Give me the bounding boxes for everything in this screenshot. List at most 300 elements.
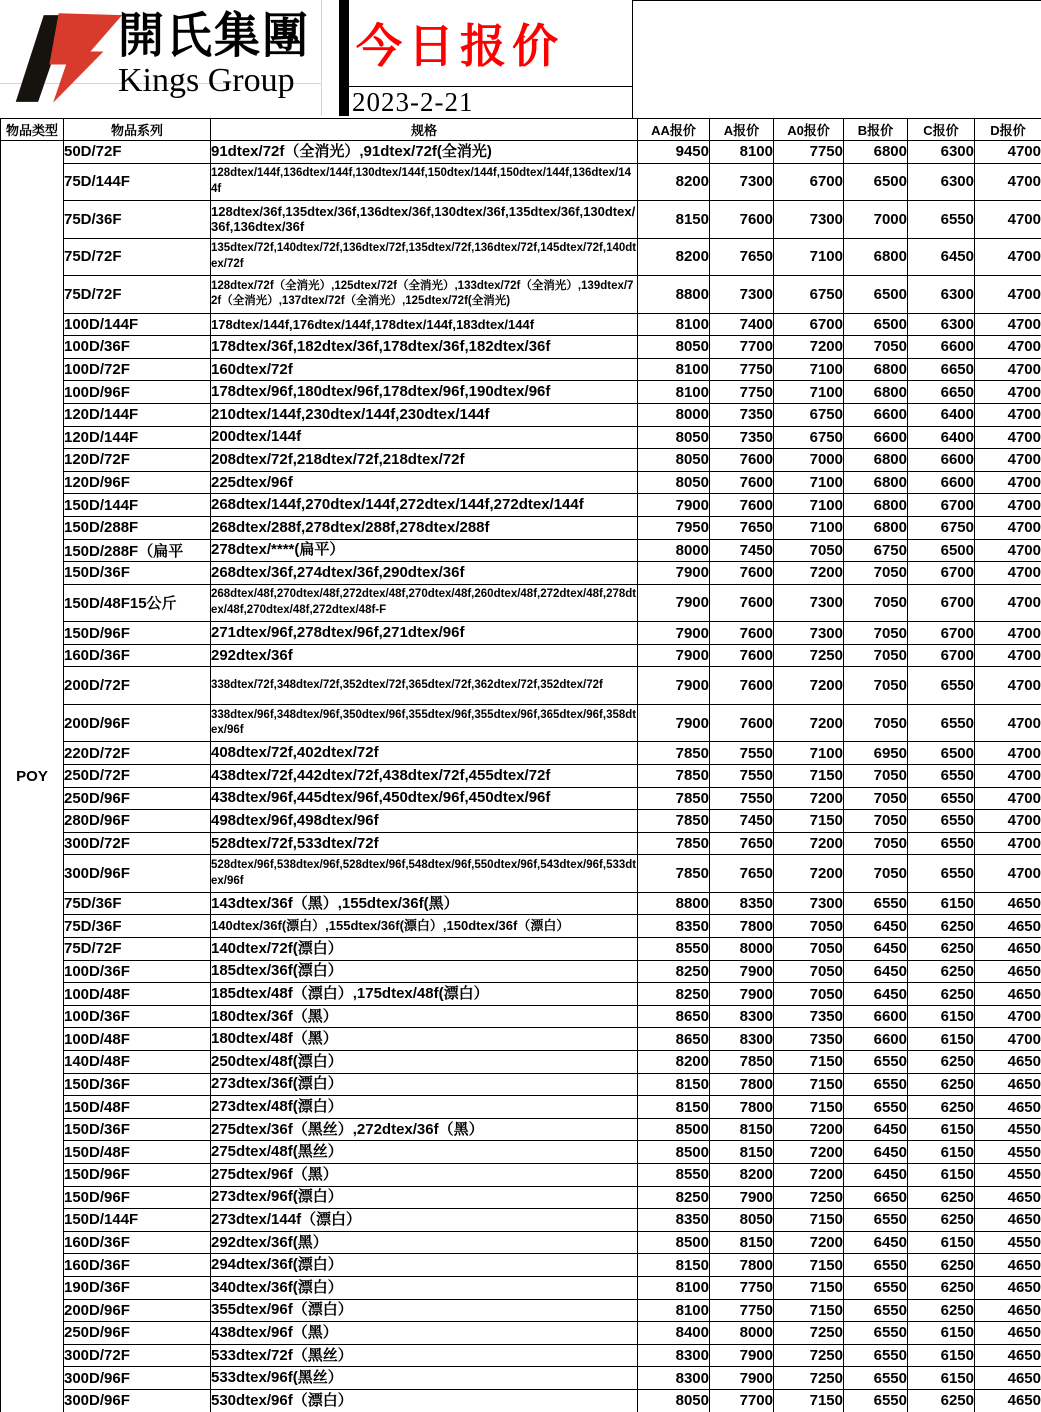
- aa-quote-cell: 7850: [638, 742, 710, 765]
- table-row: [1, 562, 1041, 585]
- spec-cell: 438dtex/96f（黑）: [211, 1322, 638, 1345]
- aa-quote-cell: 8250: [638, 960, 710, 983]
- d-quote-cell: 4700: [975, 562, 1041, 585]
- d-quote-cell: 4700: [975, 336, 1041, 359]
- b-quote-cell: 6550: [844, 1299, 908, 1322]
- a0-quote-cell: 6700: [774, 163, 844, 201]
- spec-cell: 338dtex/72f,348dtex/72f,352dtex/72f,365dtex/72f,362dtex/72f,352dtex/72f: [211, 667, 638, 705]
- c-quote-cell: 6450: [908, 238, 975, 276]
- a0-quote-cell: 7200: [774, 667, 844, 705]
- a-quote-cell: 7650: [710, 832, 774, 855]
- aa-quote-cell: 7850: [638, 855, 710, 893]
- a0-quote-cell: 7100: [774, 516, 844, 539]
- a-quote-cell: 8300: [710, 1028, 774, 1051]
- series-cell: 75D/72F: [64, 938, 211, 961]
- logo-text: [118, 6, 338, 98]
- d-quote-cell: 4700: [975, 471, 1041, 494]
- series-cell: 120D/72F: [64, 449, 211, 472]
- aa-quote-cell: 7900: [638, 667, 710, 705]
- spec-cell: 530dtex/96f（漂白）: [211, 1389, 638, 1412]
- b-quote-cell: 7050: [844, 584, 908, 622]
- spec-cell: 498dtex/96f,498dtex/96f: [211, 810, 638, 833]
- table-row: [1, 1254, 1041, 1277]
- spec-cell: 250dtex/48f(漂白）: [211, 1051, 638, 1074]
- spec-cell: 185dtex/36f(漂白）: [211, 960, 638, 983]
- a0-quote-cell: 7000: [774, 449, 844, 472]
- header-band: [0, 0, 1041, 118]
- a0-quote-cell: 7150: [774, 810, 844, 833]
- d-quote-cell: 4700: [975, 667, 1041, 705]
- table-row: [1, 1367, 1041, 1390]
- c-quote-cell: 6700: [908, 622, 975, 645]
- col-header-aa-quote: AA报价: [638, 119, 710, 141]
- d-quote-cell: 4700: [975, 449, 1041, 472]
- d-quote-cell: 4700: [975, 1005, 1041, 1028]
- a-quote-cell: 7600: [710, 667, 774, 705]
- table-row: [1, 915, 1041, 938]
- quote-table-body: [1, 141, 1041, 1412]
- d-quote-cell: 4700: [975, 276, 1041, 314]
- spec-cell: 180dtex/36f（黑）: [211, 1005, 638, 1028]
- aa-quote-cell: 8150: [638, 1254, 710, 1277]
- table-row: [1, 1051, 1041, 1074]
- a-quote-cell: 7700: [710, 1389, 774, 1412]
- d-quote-cell: 4700: [975, 539, 1041, 562]
- a-quote-cell: 7300: [710, 276, 774, 314]
- table-row: [1, 855, 1041, 893]
- col-header-c-quote: C报价: [908, 119, 975, 141]
- b-quote-cell: 6550: [844, 1073, 908, 1096]
- aa-quote-cell: 8100: [638, 358, 710, 381]
- a-quote-cell: 7600: [710, 449, 774, 472]
- aa-quote-cell: 8500: [638, 1141, 710, 1164]
- a0-quote-cell: 7150: [774, 1051, 844, 1074]
- spec-cell: 140dtex/72f(漂白）: [211, 938, 638, 961]
- aa-quote-cell: 7900: [638, 704, 710, 742]
- a-quote-cell: 7600: [710, 622, 774, 645]
- spec-cell: 128dtex/144f,136dtex/144f,130dtex/144f,150dtex/144f,150dtex/144f,136dtex/144f: [211, 163, 638, 201]
- col-header-a0-quote: A0报价: [774, 119, 844, 141]
- series-cell: 150D/144F: [64, 1209, 211, 1232]
- a0-quote-cell: 7100: [774, 494, 844, 517]
- a0-quote-cell: 7050: [774, 938, 844, 961]
- b-quote-cell: 7050: [844, 622, 908, 645]
- spec-cell: 180dtex/48f（黑）: [211, 1028, 638, 1051]
- series-cell: 120D/96F: [64, 471, 211, 494]
- b-quote-cell: 7050: [844, 832, 908, 855]
- d-quote-cell: 4700: [975, 787, 1041, 810]
- d-quote-cell: 4650: [975, 1367, 1041, 1390]
- series-cell: 100D/48F: [64, 1028, 211, 1051]
- d-quote-cell: 4700: [975, 238, 1041, 276]
- c-quote-cell: 6650: [908, 358, 975, 381]
- d-quote-cell: 4700: [975, 358, 1041, 381]
- aa-quote-cell: 8200: [638, 163, 710, 201]
- a-quote-cell: 7700: [710, 336, 774, 359]
- d-quote-cell: 4650: [975, 1299, 1041, 1322]
- spec-cell: 208dtex/72f,218dtex/72f,218dtex/72f: [211, 449, 638, 472]
- a-quote-cell: 7850: [710, 1051, 774, 1074]
- b-quote-cell: 6800: [844, 449, 908, 472]
- aa-quote-cell: 8550: [638, 938, 710, 961]
- spec-cell: 528dtex/72f,533dtex/72f: [211, 832, 638, 855]
- series-cell: 160D/36F: [64, 644, 211, 667]
- b-quote-cell: 6550: [844, 1344, 908, 1367]
- a-quote-cell: 8150: [710, 1141, 774, 1164]
- logo: [0, 0, 339, 116]
- a0-quote-cell: 7250: [774, 1344, 844, 1367]
- series-cell: 150D/48F: [64, 1096, 211, 1119]
- title-block: [349, 0, 633, 118]
- b-quote-cell: 7050: [844, 704, 908, 742]
- d-quote-cell: 4650: [975, 960, 1041, 983]
- aa-quote-cell: 7950: [638, 516, 710, 539]
- a-quote-cell: 8150: [710, 1231, 774, 1254]
- spec-cell: 438dtex/96f,445dtex/96f,450dtex/96f,450dtex/96f: [211, 787, 638, 810]
- table-row: [1, 471, 1041, 494]
- spec-cell: 528dtex/96f,538dtex/96f,528dtex/96f,548dtex/96f,550dtex/96f,543dtex/96f,533dtex/96f: [211, 855, 638, 893]
- d-quote-cell: 4700: [975, 855, 1041, 893]
- b-quote-cell: 6550: [844, 1051, 908, 1074]
- d-quote-cell: 4550: [975, 1164, 1041, 1187]
- series-cell: 100D/36F: [64, 960, 211, 983]
- a0-quote-cell: 7200: [774, 832, 844, 855]
- a0-quote-cell: 7300: [774, 584, 844, 622]
- b-quote-cell: 6450: [844, 1118, 908, 1141]
- spec-cell: 178dtex/144f,176dtex/144f,178dtex/144f,183dtex/144f: [211, 313, 638, 336]
- aa-quote-cell: 8350: [638, 1209, 710, 1232]
- b-quote-cell: 6550: [844, 1389, 908, 1412]
- b-quote-cell: 6600: [844, 1028, 908, 1051]
- series-cell: 140D/48F: [64, 1051, 211, 1074]
- table-row: [1, 426, 1041, 449]
- kings-group-logo-icon: [12, 8, 124, 108]
- a-quote-cell: 7350: [710, 426, 774, 449]
- c-quote-cell: 6250: [908, 915, 975, 938]
- aa-quote-cell: 9450: [638, 141, 710, 164]
- c-quote-cell: 6500: [908, 539, 975, 562]
- d-quote-cell: 4700: [975, 163, 1041, 201]
- series-cell: 160D/36F: [64, 1231, 211, 1254]
- aa-quote-cell: 8250: [638, 1186, 710, 1209]
- c-quote-cell: 6550: [908, 201, 975, 239]
- d-quote-cell: 4650: [975, 983, 1041, 1006]
- a-quote-cell: 7600: [710, 471, 774, 494]
- a0-quote-cell: 7200: [774, 855, 844, 893]
- table-row: [1, 892, 1041, 915]
- a-quote-cell: 7800: [710, 1096, 774, 1119]
- a-quote-cell: 7750: [710, 358, 774, 381]
- aa-quote-cell: 7850: [638, 832, 710, 855]
- b-quote-cell: 6550: [844, 1096, 908, 1119]
- a-quote-cell: 7900: [710, 1344, 774, 1367]
- a-quote-cell: 8300: [710, 1005, 774, 1028]
- b-quote-cell: 7050: [844, 787, 908, 810]
- d-quote-cell: 4700: [975, 201, 1041, 239]
- b-quote-cell: 6450: [844, 1231, 908, 1254]
- aa-quote-cell: 8550: [638, 1164, 710, 1187]
- a0-quote-cell: 7200: [774, 1118, 844, 1141]
- a0-quote-cell: 7300: [774, 892, 844, 915]
- b-quote-cell: 6800: [844, 141, 908, 164]
- series-cell: 75D/72F: [64, 276, 211, 314]
- table-row: [1, 1073, 1041, 1096]
- table-row: [1, 644, 1041, 667]
- aa-quote-cell: 8400: [638, 1322, 710, 1345]
- spec-cell: 128dtex/36f,135dtex/36f,136dtex/36f,130dtex/36f,135dtex/36f,130dtex/36f,136dtex/36f: [211, 201, 638, 239]
- a0-quote-cell: 7100: [774, 238, 844, 276]
- b-quote-cell: 6550: [844, 1254, 908, 1277]
- a0-quote-cell: 7250: [774, 1186, 844, 1209]
- c-quote-cell: 6250: [908, 1186, 975, 1209]
- series-cell: 75D/144F: [64, 163, 211, 201]
- a-quote-cell: 7800: [710, 1073, 774, 1096]
- c-quote-cell: 6600: [908, 471, 975, 494]
- c-quote-cell: 6250: [908, 1096, 975, 1119]
- table-row: [1, 742, 1041, 765]
- c-quote-cell: 6150: [908, 1231, 975, 1254]
- series-cell: 250D/96F: [64, 787, 211, 810]
- aa-quote-cell: 7850: [638, 810, 710, 833]
- divider-bar: [339, 0, 349, 116]
- a0-quote-cell: 7250: [774, 1322, 844, 1345]
- spec-cell: 268dtex/288f,278dtex/288f,278dtex/288f: [211, 516, 638, 539]
- a-quote-cell: 7900: [710, 1186, 774, 1209]
- b-quote-cell: 6550: [844, 1367, 908, 1390]
- table-row: [1, 1209, 1041, 1232]
- table-row: [1, 516, 1041, 539]
- series-cell: 300D/96F: [64, 1389, 211, 1412]
- series-cell: 300D/96F: [64, 1367, 211, 1390]
- table-row: [1, 1005, 1041, 1028]
- d-quote-cell: 4650: [975, 1209, 1041, 1232]
- d-quote-cell: 4700: [975, 426, 1041, 449]
- series-cell: 150D/144F: [64, 494, 211, 517]
- aa-quote-cell: 7900: [638, 622, 710, 645]
- a0-quote-cell: 7150: [774, 765, 844, 788]
- spec-cell: 292dtex/36f(黑）: [211, 1231, 638, 1254]
- table-row: [1, 358, 1041, 381]
- a0-quote-cell: 7200: [774, 562, 844, 585]
- aa-quote-cell: 8150: [638, 201, 710, 239]
- aa-quote-cell: 8650: [638, 1028, 710, 1051]
- b-quote-cell: 6550: [844, 892, 908, 915]
- header-empty-cell: [633, 0, 1041, 118]
- series-cell: 150D/96F: [64, 1164, 211, 1187]
- series-cell: 100D/48F: [64, 983, 211, 1006]
- d-quote-cell: 4700: [975, 313, 1041, 336]
- aa-quote-cell: 8100: [638, 1276, 710, 1299]
- spec-cell: 273dtex/36f(漂白）: [211, 1073, 638, 1096]
- series-cell: 150D/48F: [64, 1141, 211, 1164]
- c-quote-cell: 6300: [908, 141, 975, 164]
- a-quote-cell: 8000: [710, 938, 774, 961]
- table-row: [1, 1164, 1041, 1187]
- c-quote-cell: 6600: [908, 449, 975, 472]
- c-quote-cell: 6550: [908, 787, 975, 810]
- d-quote-cell: 4550: [975, 1118, 1041, 1141]
- a-quote-cell: 7450: [710, 539, 774, 562]
- c-quote-cell: 6600: [908, 336, 975, 359]
- a0-quote-cell: 7750: [774, 141, 844, 164]
- spec-cell: 185dtex/48f（漂白）,175dtex/48f(漂白）: [211, 983, 638, 1006]
- spec-cell: 143dtex/36f（黑）,155dtex/36f(黑）: [211, 892, 638, 915]
- d-quote-cell: 4650: [975, 1389, 1041, 1412]
- c-quote-cell: 6250: [908, 1051, 975, 1074]
- d-quote-cell: 4700: [975, 403, 1041, 426]
- c-quote-cell: 6550: [908, 704, 975, 742]
- c-quote-cell: 6750: [908, 516, 975, 539]
- series-cell: 280D/96F: [64, 810, 211, 833]
- aa-quote-cell: 8350: [638, 915, 710, 938]
- d-quote-cell: 4650: [975, 1073, 1041, 1096]
- a-quote-cell: 8350: [710, 892, 774, 915]
- b-quote-cell: 6800: [844, 381, 908, 404]
- d-quote-cell: 4650: [975, 938, 1041, 961]
- b-quote-cell: 6800: [844, 494, 908, 517]
- spec-cell: 273dtex/144f（漂白）: [211, 1209, 638, 1232]
- c-quote-cell: 6300: [908, 313, 975, 336]
- aa-quote-cell: 7900: [638, 562, 710, 585]
- a0-quote-cell: 7250: [774, 644, 844, 667]
- table-row: [1, 313, 1041, 336]
- b-quote-cell: 7050: [844, 855, 908, 893]
- table-row: [1, 704, 1041, 742]
- series-cell: 200D/96F: [64, 1299, 211, 1322]
- a0-quote-cell: 6750: [774, 276, 844, 314]
- d-quote-cell: 4650: [975, 1186, 1041, 1209]
- d-quote-cell: 4700: [975, 810, 1041, 833]
- col-header-b-quote: B报价: [844, 119, 908, 141]
- a-quote-cell: 7350: [710, 403, 774, 426]
- table-row: [1, 238, 1041, 276]
- table-row: [1, 622, 1041, 645]
- aa-quote-cell: 7900: [638, 644, 710, 667]
- d-quote-cell: 4700: [975, 742, 1041, 765]
- series-cell: 200D/72F: [64, 667, 211, 705]
- d-quote-cell: 4650: [975, 1096, 1041, 1119]
- b-quote-cell: 6500: [844, 313, 908, 336]
- b-quote-cell: 6800: [844, 238, 908, 276]
- aa-quote-cell: 8150: [638, 1096, 710, 1119]
- table-row: [1, 983, 1041, 1006]
- spec-cell: 294dtex/36f(漂白）: [211, 1254, 638, 1277]
- b-quote-cell: 7050: [844, 562, 908, 585]
- spec-cell: 438dtex/72f,442dtex/72f,438dtex/72f,455dtex/72f: [211, 765, 638, 788]
- table-row: [1, 494, 1041, 517]
- table-row: [1, 1276, 1041, 1299]
- col-header-a-quote: A报价: [710, 119, 774, 141]
- c-quote-cell: 6650: [908, 381, 975, 404]
- table-row: [1, 584, 1041, 622]
- c-quote-cell: 6250: [908, 1276, 975, 1299]
- c-quote-cell: 6250: [908, 983, 975, 1006]
- spec-cell: 275dtex/36f（黑丝）,272dtex/36f（黑）: [211, 1118, 638, 1141]
- c-quote-cell: 6400: [908, 403, 975, 426]
- c-quote-cell: 6400: [908, 426, 975, 449]
- b-quote-cell: 6450: [844, 1164, 908, 1187]
- a0-quote-cell: 7150: [774, 1096, 844, 1119]
- aa-quote-cell: 8100: [638, 381, 710, 404]
- table-row: [1, 832, 1041, 855]
- aa-quote-cell: 7850: [638, 765, 710, 788]
- series-cell: 100D/36F: [64, 336, 211, 359]
- a0-quote-cell: 7050: [774, 539, 844, 562]
- d-quote-cell: 4700: [975, 832, 1041, 855]
- spec-cell: 200dtex/144f: [211, 426, 638, 449]
- c-quote-cell: 6150: [908, 1344, 975, 1367]
- spec-cell: 135dtex/72f,140dtex/72f,136dtex/72f,135dtex/72f,136dtex/72f,145dtex/72f,140dtex/72f: [211, 238, 638, 276]
- a0-quote-cell: 7150: [774, 1073, 844, 1096]
- series-cell: 100D/144F: [64, 313, 211, 336]
- a-quote-cell: 7550: [710, 765, 774, 788]
- c-quote-cell: 6700: [908, 584, 975, 622]
- b-quote-cell: 6800: [844, 471, 908, 494]
- b-quote-cell: 6600: [844, 426, 908, 449]
- aa-quote-cell: 7900: [638, 494, 710, 517]
- a-quote-cell: 8100: [710, 141, 774, 164]
- d-quote-cell: 4700: [975, 141, 1041, 164]
- spec-cell: 225dtex/96f: [211, 471, 638, 494]
- table-row: [1, 1231, 1041, 1254]
- d-quote-cell: 4700: [975, 704, 1041, 742]
- table-row: [1, 1186, 1041, 1209]
- a-quote-cell: 7600: [710, 584, 774, 622]
- c-quote-cell: 6700: [908, 494, 975, 517]
- a-quote-cell: 7600: [710, 494, 774, 517]
- table-row: [1, 1118, 1041, 1141]
- c-quote-cell: 6700: [908, 562, 975, 585]
- a0-quote-cell: 7200: [774, 1231, 844, 1254]
- b-quote-cell: 6800: [844, 358, 908, 381]
- spec-cell: 273dtex/96f(漂白）: [211, 1186, 638, 1209]
- b-quote-cell: 7000: [844, 201, 908, 239]
- a-quote-cell: 8200: [710, 1164, 774, 1187]
- a0-quote-cell: 6750: [774, 426, 844, 449]
- table-row: [1, 381, 1041, 404]
- aa-quote-cell: 8100: [638, 313, 710, 336]
- a-quote-cell: 7800: [710, 915, 774, 938]
- table-row: [1, 1344, 1041, 1367]
- b-quote-cell: 7050: [844, 667, 908, 705]
- series-cell: 150D/288F（扁平: [64, 539, 211, 562]
- d-quote-cell: 4700: [975, 1028, 1041, 1051]
- table-row: [1, 810, 1041, 833]
- spec-cell: 533dtex/96f(黑丝）: [211, 1367, 638, 1390]
- table-row: [1, 201, 1041, 239]
- aa-quote-cell: 8250: [638, 983, 710, 1006]
- a0-quote-cell: 7150: [774, 1209, 844, 1232]
- series-cell: 250D/72F: [64, 765, 211, 788]
- a-quote-cell: 8150: [710, 1118, 774, 1141]
- spec-cell: 178dtex/36f,182dtex/36f,178dtex/36f,182dtex/36f: [211, 336, 638, 359]
- col-header-spec: 规格: [211, 119, 638, 141]
- series-cell: 150D/288F: [64, 516, 211, 539]
- logo-cjk-text: 開氏集團: [118, 6, 310, 64]
- d-quote-cell: 4650: [975, 915, 1041, 938]
- table-row: [1, 667, 1041, 705]
- aa-quote-cell: 8000: [638, 539, 710, 562]
- d-quote-cell: 4650: [975, 892, 1041, 915]
- a0-quote-cell: 7100: [774, 358, 844, 381]
- b-quote-cell: 6600: [844, 403, 908, 426]
- series-cell: 75D/36F: [64, 892, 211, 915]
- a-quote-cell: 7450: [710, 810, 774, 833]
- series-cell: 120D/144F: [64, 403, 211, 426]
- b-quote-cell: 7050: [844, 644, 908, 667]
- a0-quote-cell: 7100: [774, 471, 844, 494]
- table-row: [1, 1322, 1041, 1345]
